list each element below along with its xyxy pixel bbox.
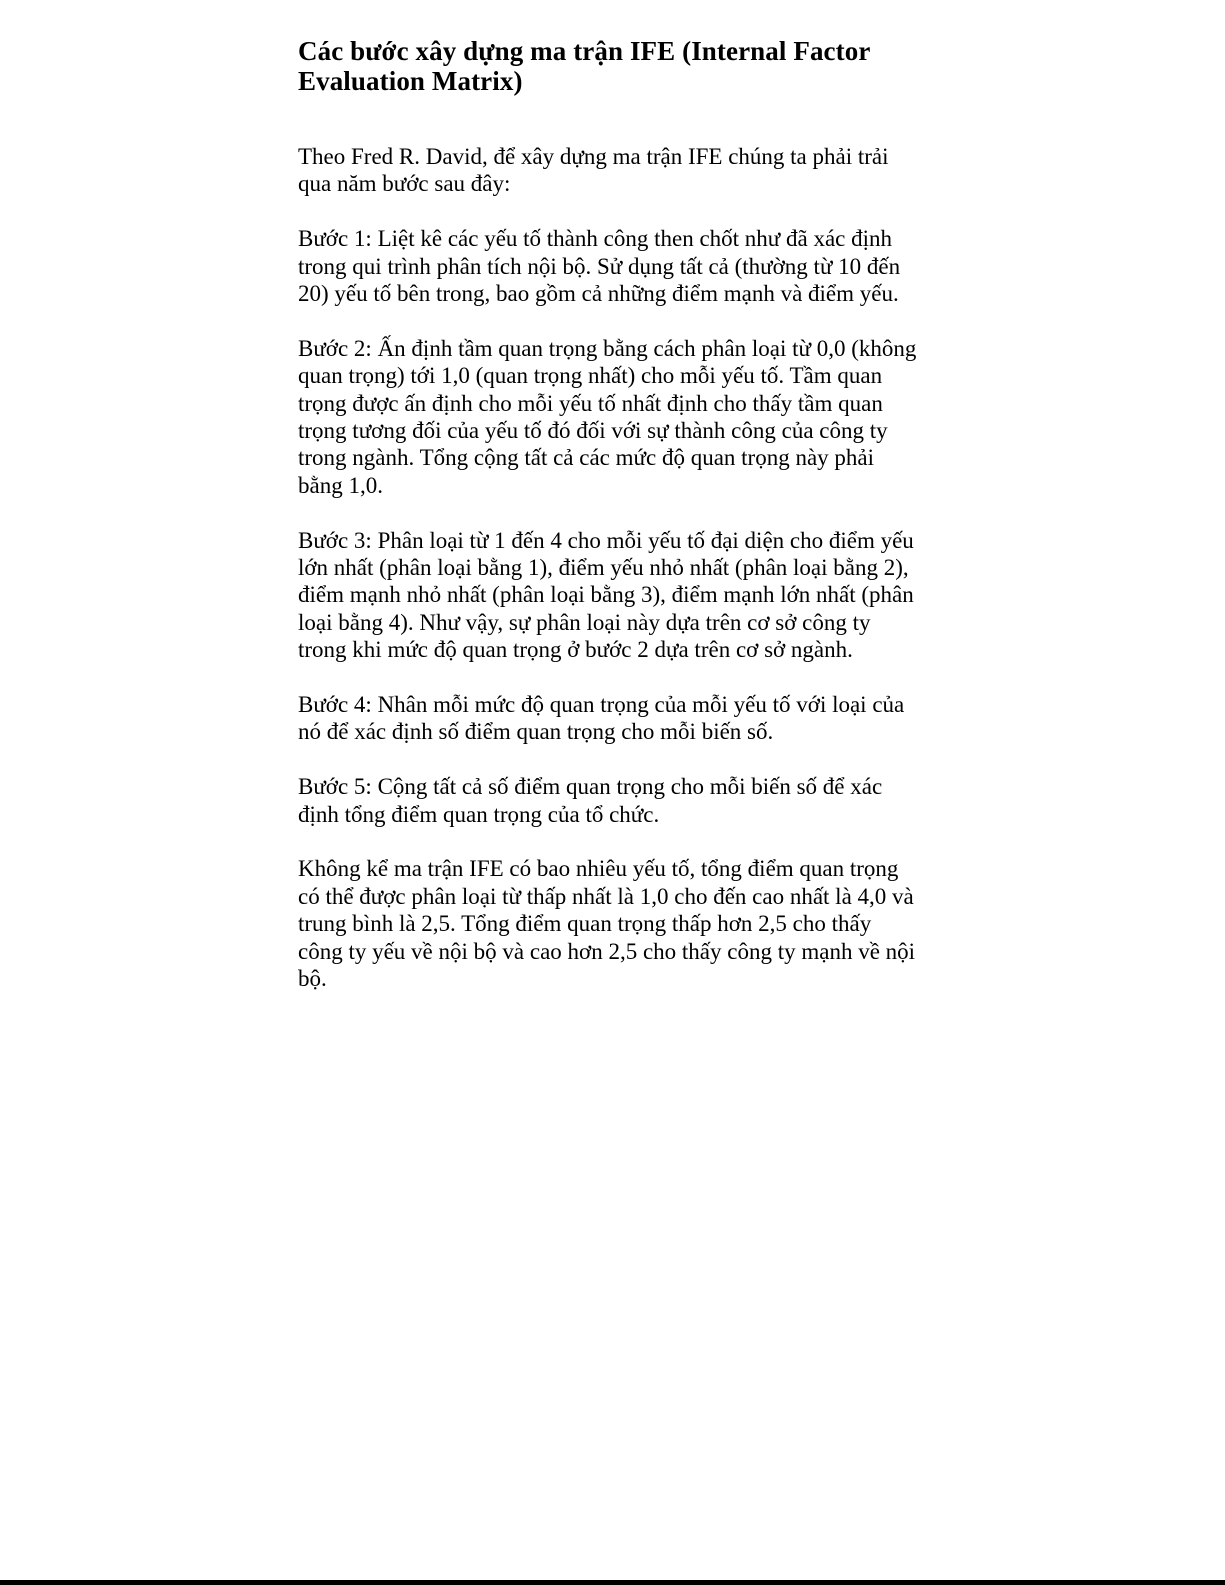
step-1-paragraph: Bước 1: Liệt kê các yếu tố thành công then chốt như đã xác định trong qui trình phân tích nội bộ. Sử dụng tất cả (thường từ 10 đến 20) yếu tố bên trong, bao gồm cả những điểm mạnh và điểm yếu. — [298, 226, 901, 307]
conclusion-paragraph: Không kể ma trận IFE có bao nhiêu yếu tố, tổng điểm quan trọng có thể được phân loại từ thấp nhất là 1,0 cho đến cao nhất là 4,0 và trung bình là 2,5. Tổng điểm quan trọng thấp hơn 2,5 cho thấy công ty yếu về nội bộ và cao hơn 2,5 cho thấy công ty mạnh về nội bộ. — [298, 856, 916, 992]
intro-paragraph: Theo Fred R. David, để xây dựng ma trận IFE chúng ta phải trải qua năm bước sau đây: — [298, 144, 889, 197]
step-2-paragraph: Bước 2: Ấn định tầm quan trọng bằng cách phân loại từ 0,0 (không quan trọng) tới 1,0 (quan trọng nhất) cho mỗi yếu tố. Tầm quan trọng được ấn định cho mỗi yếu tố nhất định cho thấy tầm quan trọng tương đối của yếu tố đó đối với sự thành công của công ty trong ngành. Tổng cộng tất cả các mức độ quan trọng này phải bằng 1,0. — [298, 335, 917, 498]
document-body — [298, 143, 920, 993]
document-page — [298, 36, 920, 1020]
step-5-paragraph: Bước 5: Cộng tất cả số điểm quan trọng cho mỗi biến số để xác định tổng điểm quan trọng của tổ chức. — [298, 774, 883, 827]
step-4-paragraph: Bước 4: Nhân mỗi mức độ quan trọng của mỗi yếu tố với loại của nó để xác định số điểm quan trọng cho mỗi biến số. — [298, 692, 905, 745]
page-bottom-border — [0, 1580, 1225, 1585]
step-3-paragraph: Bước 3: Phân loại từ 1 đến 4 cho mỗi yếu tố đại diện cho điểm yếu lớn nhất (phân loại bằng 1), điểm yếu nhỏ nhất (phân loại bằng 2), điểm mạnh nhỏ nhất (phân loại bằng 3), điểm mạnh lớn nhất (phân loại bằng 4). Như vậy, sự phân loại này dựa trên cơ sở công ty trong khi mức độ quan trọng ở bước 2 dựa trên cơ sở ngành. — [298, 527, 914, 663]
document-title: Các bước xây dựng ma trận IFE (Internal Factor Evaluation Matrix) — [298, 36, 870, 96]
